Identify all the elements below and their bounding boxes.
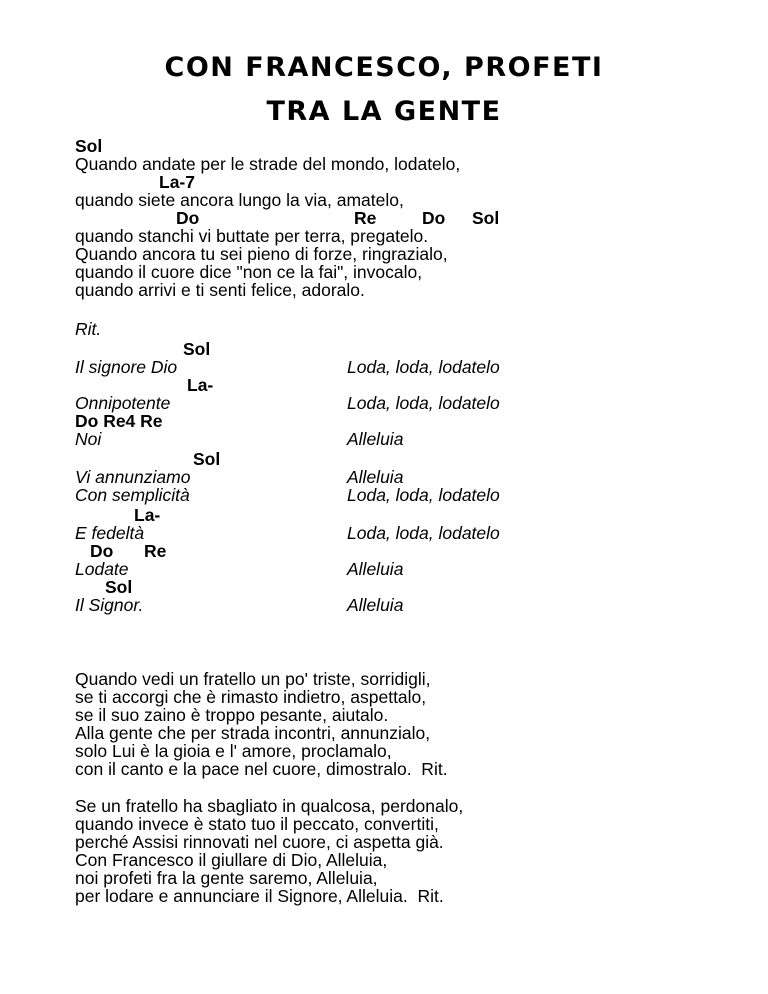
chord: La- xyxy=(134,505,161,525)
lyric-line: se ti accorgi che è rimasto indietro, aspettalo, xyxy=(75,687,427,707)
chord: La- xyxy=(187,375,214,395)
refrain-lyric: Onnipotente xyxy=(75,393,171,413)
lyric-line: con il canto e la pace nel cuore, dimostralo. Rit. xyxy=(75,759,448,779)
refrain-response: Alleluia xyxy=(347,595,404,615)
lyric-line: Quando ancora tu sei pieno di forze, ringrazialo, xyxy=(75,244,448,264)
lyric-line: quando arrivi e ti senti felice, adoralo. xyxy=(75,280,365,300)
chord: Sol xyxy=(193,449,221,469)
refrain-lyric: E fedeltà xyxy=(75,523,145,543)
lyric-line: se il suo zaino è troppo pesante, aiutalo. xyxy=(75,705,389,725)
lyric-line: Con Francesco il giullare di Dio, Alleluia, xyxy=(75,850,388,870)
lyric-line: quando stanchi vi buttate per terra, pregatelo. xyxy=(75,226,429,246)
lyric-line: Se un fratello ha sbagliato in qualcosa, perdonalo, xyxy=(75,796,464,816)
lyric-line: solo Lui è la gioia e l' amore, proclamalo, xyxy=(75,741,392,761)
lyric-line: Quando vedi un fratello un po' triste, sorridigli, xyxy=(75,669,431,689)
chord: Do Re4 Re xyxy=(75,411,163,431)
lyric-line: Quando andate per le strade del mondo, lodatelo, xyxy=(75,154,461,174)
chord: Sol xyxy=(105,577,133,597)
chord: Re xyxy=(144,541,167,561)
chord: Do xyxy=(90,541,114,561)
lyric-line: quando il cuore dice "non ce la fai", invocalo, xyxy=(75,262,423,282)
refrain-response: Alleluia xyxy=(347,559,404,579)
chord: Sol xyxy=(75,136,103,156)
lyric-line: perché Assisi rinnovati nel cuore, ci aspetta già. xyxy=(75,832,444,852)
refrain-lyric: Vi annunziamo xyxy=(75,467,191,487)
refrain-response: Loda, loda, lodatelo xyxy=(347,393,500,413)
refrain-response: Alleluia xyxy=(347,429,404,449)
lyric-line: Alla gente che per strada incontri, annunzialo, xyxy=(75,723,431,743)
chord: Re xyxy=(354,208,377,228)
refrain-lyric: Noi xyxy=(75,429,102,449)
lyric-line: noi profeti fra la gente saremo, Alleluia, xyxy=(75,868,378,888)
lyric-line: quando siete ancora lungo la via, amatelo, xyxy=(75,190,404,210)
song-title-line-2: TRA LA GENTE xyxy=(266,96,502,127)
chord: Sol xyxy=(472,208,500,228)
lyric-line: quando invece è stato tuo il peccato, convertiti, xyxy=(75,814,439,834)
song-title-line-1: CON FRANCESCO, PROFETI xyxy=(164,52,604,83)
chord: La-7 xyxy=(159,172,195,192)
refrain-label: Rit. xyxy=(75,319,102,339)
refrain-response: Loda, loda, lodatelo xyxy=(347,357,500,377)
chord: Do xyxy=(176,208,200,228)
refrain-lyric: Con semplicità xyxy=(75,485,190,505)
refrain-response: Loda, loda, lodatelo xyxy=(347,485,500,505)
refrain-lyric: Il signore Dio xyxy=(75,357,178,377)
lyric-line: per lodare e annunciare il Signore, Alleluia. Rit. xyxy=(75,886,444,906)
refrain-lyric: Il Signor. xyxy=(75,595,144,615)
refrain-response: Loda, loda, lodatelo xyxy=(347,523,500,543)
chord: Do xyxy=(422,208,446,228)
chord: Sol xyxy=(183,339,211,359)
refrain-lyric: Lodate xyxy=(75,559,129,579)
refrain-response: Alleluia xyxy=(347,467,404,487)
